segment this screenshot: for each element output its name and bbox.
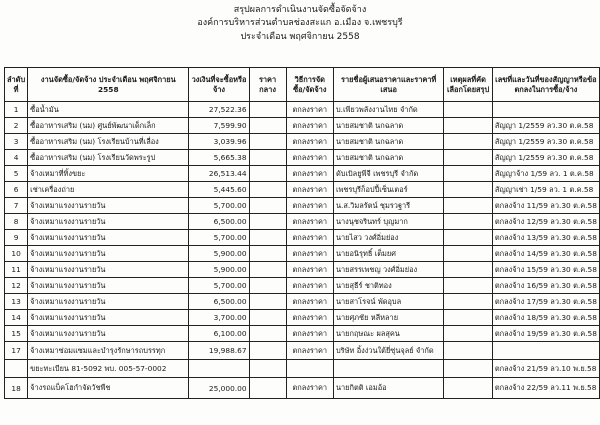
row-reason (444, 294, 492, 310)
header-median-price: ราคากลาง (249, 68, 286, 102)
row-reason (444, 118, 492, 134)
row-vendor: นายสุธีร์ ชาติทอง (333, 278, 443, 294)
row-item: จ้างเหมาที่ทิ้งขยะ (28, 166, 189, 182)
row-reason (444, 326, 492, 342)
row-item: จ้างเหมาแรงงานรายวัน (28, 230, 189, 246)
table-row (5, 198, 600, 214)
row-vendor: ดับเบิลยูพีจี เพชรบุรี จำกัด (333, 166, 443, 182)
row-item: ซื้ออาหารเสริม (นม) โรงเรียนวัดพระรูป (28, 150, 189, 166)
row-method: ตกลงราคา (286, 326, 333, 342)
row-method: ตกลงราคา (286, 182, 333, 198)
row-contract: ตกลงจ้าง 12/59 ลว.30 ต.ค.58 (492, 214, 599, 230)
row-median (249, 262, 286, 278)
row-reason (444, 310, 492, 326)
row-median (249, 198, 286, 214)
row-no: 5 (5, 166, 28, 182)
row-reason (444, 230, 492, 246)
row-reason (444, 102, 492, 118)
row-method: ตกลงราคา (286, 230, 333, 246)
row-amount: 5,900.00 (189, 262, 249, 278)
header-work: งานจัดซื้อ/จัดจ้าง ประจำเดือน พฤศจิกายน 2558 (28, 68, 189, 102)
row-item: จ้างเหมาแรงงานรายวัน (28, 326, 189, 342)
row-method: ตกลงราคา (286, 262, 333, 278)
row-median (249, 378, 286, 399)
row-item: จ้างเหมาแรงงานรายวัน (28, 294, 189, 310)
row-no (5, 360, 28, 378)
row-contract (492, 102, 599, 118)
row-amount (189, 360, 249, 378)
procurement-table (4, 67, 600, 399)
row-contract: ตกลงจ้าง 16/59 ลว.30 ต.ค.58 (492, 278, 599, 294)
row-no: 12 (5, 278, 28, 294)
row-contract: สัญญา 1/2559 ลว.30 ต.ค.58 (492, 134, 599, 150)
row-median (249, 278, 286, 294)
row-item: จ้างเหมาแรงงานรายวัน (28, 262, 189, 278)
table-row (5, 134, 600, 150)
row-reason (444, 182, 492, 198)
row-amount: 3,039.96 (189, 134, 249, 150)
row-median (249, 214, 286, 230)
row-amount: 27,522.36 (189, 102, 249, 118)
row-no: 8 (5, 214, 28, 230)
row-no: 11 (5, 262, 28, 278)
row-amount: 26,513.44 (189, 166, 249, 182)
table-row (5, 262, 600, 278)
row-no: 1 (5, 102, 28, 118)
row-method: ตกลงราคา (286, 294, 333, 310)
row-amount: 7,599.90 (189, 118, 249, 134)
table-row (5, 378, 600, 399)
row-item: จ้างเหมาแรงงานรายวัน (28, 278, 189, 294)
row-contract: สัญญา 1/2559 ลว.30 ต.ค.58 (492, 150, 599, 166)
row-no: 3 (5, 134, 28, 150)
table-row-continuation (5, 360, 600, 378)
row-vendor: บ.เพียวพลังงานไทย จำกัด (333, 102, 443, 118)
row-no: 9 (5, 230, 28, 246)
table-row (5, 166, 600, 182)
row-vendor: นายศุภชัย หลีหลาย (333, 310, 443, 326)
row-median (249, 294, 286, 310)
row-contract: ตกลงจ้าง 14/59 ลว.30 ต.ค.58 (492, 246, 599, 262)
table-row (5, 310, 600, 326)
row-item: จ้างเหมาแรงงานรายวัน (28, 310, 189, 326)
table-row (5, 182, 600, 198)
row-no: 17 (5, 342, 28, 360)
row-method: ตกลงราคา (286, 134, 333, 150)
table-row (5, 342, 600, 360)
table-row (5, 294, 600, 310)
row-reason (444, 262, 492, 278)
row-contract: สัญญา 1/2559 ลว.30 ต.ค.58 (492, 118, 599, 134)
row-amount: 5,700.00 (189, 198, 249, 214)
row-method: ตกลงราคา (286, 378, 333, 399)
row-median (249, 360, 286, 378)
row-method: ตกลงราคา (286, 246, 333, 262)
row-contract: ตกลงจ้าง 13/59 ลว.30 ต.ค.58 (492, 230, 599, 246)
table-row (5, 326, 600, 342)
header-reason: เหตุผลที่คัดเลือกโดยสรุป (444, 68, 492, 102)
row-item: เช่าเครื่องถ่าย (28, 182, 189, 198)
row-reason (444, 342, 492, 360)
organization-name: องค์การบริหารส่วนตำบลช่องสะแก อ.เมือง จ.เพชรบุรี (197, 18, 403, 28)
header-method: วิธีการจัดซื้อ/จัดจ้าง (286, 68, 333, 102)
row-vendor: นายไสว วงศ์อิ่มย่อง (333, 230, 443, 246)
table-row (5, 246, 600, 262)
row-vendor: นายสมชาติ นกฉลาด (333, 134, 443, 150)
row-contract: ตกลงจ้าง 21/59 ลว.10 พ.ย.58 (492, 360, 599, 378)
header-no: ลำดับที่ (5, 68, 28, 102)
row-median (249, 230, 286, 246)
row-median (249, 246, 286, 262)
row-item: จ้างรถแบ็คโฮกำจัดวัชพืช (28, 378, 189, 399)
row-reason (444, 166, 492, 182)
row-no: 15 (5, 326, 28, 342)
row-vendor: นางนุชจรินทร์ บุญมาก (333, 214, 443, 230)
row-vendor (333, 360, 443, 378)
row-contract (492, 342, 599, 360)
row-method: ตกลงราคา (286, 118, 333, 134)
row-median (249, 118, 286, 134)
row-reason (444, 198, 492, 214)
row-median (249, 102, 286, 118)
row-method: ตกลงราคา (286, 102, 333, 118)
row-method: ตกลงราคา (286, 198, 333, 214)
row-no: 2 (5, 118, 28, 134)
row-reason (444, 134, 492, 150)
row-amount: 5,700.00 (189, 278, 249, 294)
row-method: ตกลงราคา (286, 214, 333, 230)
table-row (5, 278, 600, 294)
row-item: จ้างเหมาซ่อมแซมและบำรุงรักษารถบรรทุก (28, 342, 189, 360)
row-no: 18 (5, 378, 28, 399)
row-item: จ้างเหมาแรงงานรายวัน (28, 214, 189, 230)
row-contract: ตกลงจ้าง 17/59 ลว.30 ต.ค.58 (492, 294, 599, 310)
row-item: ซื้ออาหารเสริม (นม) โรงเรียนบ้านที่เลื่อง (28, 134, 189, 150)
row-amount: 5,700.00 (189, 230, 249, 246)
row-no: 6 (5, 182, 28, 198)
row-vendor: นายอนิรุทธิ์ เต็มยศ (333, 246, 443, 262)
header-bidders: รายชื่อผู้เสนอราคาและราคาที่เสนอ (333, 68, 443, 102)
row-amount: 19,988.67 (189, 342, 249, 360)
row-vendor: นายสมชาติ นกฉลาด (333, 118, 443, 134)
row-reason (444, 378, 492, 399)
row-amount: 5,900.00 (189, 246, 249, 262)
row-amount: 5,445.60 (189, 182, 249, 198)
row-vendor: นายกฤษณะ ผลสุคน (333, 326, 443, 342)
row-item: จ้างเหมาแรงงานรายวัน (28, 198, 189, 214)
row-contract: ตกลงจ้าง 18/59 ลว.30 ต.ค.58 (492, 310, 599, 326)
row-median (249, 134, 286, 150)
table-row (5, 150, 600, 166)
row-no: 13 (5, 294, 28, 310)
row-reason (444, 246, 492, 262)
row-amount: 6,100.00 (189, 326, 249, 342)
row-contract: ตกลงจ้าง 19/59 ลว.30 ต.ค.58 (492, 326, 599, 342)
row-median (249, 342, 286, 360)
row-median (249, 166, 286, 182)
table-row (5, 102, 600, 118)
table-header-row (5, 68, 600, 102)
row-median (249, 326, 286, 342)
row-median (249, 150, 286, 166)
row-method: ตกลงราคา (286, 342, 333, 360)
row-contract: ตกลงจ้าง 22/59 ลว.11 พ.ย.58 (492, 378, 599, 399)
row-no: 7 (5, 198, 28, 214)
row-item: ซื้ออาหารเสริม (นม) ศูนย์พัฒนาเด็กเล็ก (28, 118, 189, 134)
row-no: 14 (5, 310, 28, 326)
row-vendor: นายสรรเพชญ วงศ์อิ่มย่อง (333, 262, 443, 278)
row-no: 10 (5, 246, 28, 262)
row-method: ตกลงราคา (286, 278, 333, 294)
table-row (5, 214, 600, 230)
row-reason (444, 150, 492, 166)
row-item-line2: ขยะทะเบียน 81-5092 พบ. 005-57-0002 (28, 360, 189, 378)
row-amount: 6,500.00 (189, 294, 249, 310)
row-vendor: เพชรบุรีก็อปปี้เซ็นเตอร์ (333, 182, 443, 198)
row-amount: 6,500.00 (189, 214, 249, 230)
row-contract: สัญญาเช่า 1/59 ลว. 1 ต.ค.58 (492, 182, 599, 198)
row-vendor: นายสาโรจน์ พัดอุบล (333, 294, 443, 310)
row-item: ซื้อน้ำมัน (28, 102, 189, 118)
row-no: 4 (5, 150, 28, 166)
report-title: สรุปผลการดำเนินงานจัดซื้อจัดจ้าง (233, 5, 367, 15)
row-contract: ตกลงจ้าง 15/59 ลว.30 ต.ค.58 (492, 262, 599, 278)
row-vendor: นายกิตติ เอมอ้อ (333, 378, 443, 399)
row-contract: ตกลงจ้าง 11/59 ลว.30 ต.ค.58 (492, 198, 599, 214)
row-median (249, 182, 286, 198)
table-row (5, 118, 600, 134)
row-vendor: นายสมชาติ นกฉลาด (333, 150, 443, 166)
row-method: ตกลงราคา (286, 166, 333, 182)
row-reason (444, 214, 492, 230)
row-item: จ้างเหมาแรงงานรายวัน (28, 246, 189, 262)
row-contract: สัญญาจ้าง 1/59 ลว. 1 ต.ค.58 (492, 166, 599, 182)
row-method: ตกลงราคา (286, 150, 333, 166)
row-amount: 3,700.00 (189, 310, 249, 326)
header-budget: วงเงินที่จะซื้อหรือจ้าง (189, 68, 249, 102)
row-amount: 5,665.38 (189, 150, 249, 166)
row-vendor: น.ส.วิมลรัตน์ ชุมรวฐารี (333, 198, 443, 214)
row-vendor: บริษัท อิ้งง่วนใต้ยี่ซุ่นจุลย์ จำกัด (333, 342, 443, 360)
row-method (286, 360, 333, 378)
row-reason (444, 278, 492, 294)
row-method: ตกลงราคา (286, 310, 333, 326)
row-reason (444, 360, 492, 378)
row-median (249, 310, 286, 326)
table-row (5, 230, 600, 246)
header-contract: เลขที่และวันที่ของสัญญาหรือข้อตกลงในการซื้อ/จ้าง (492, 68, 599, 102)
row-amount: 25,000.00 (189, 378, 249, 399)
report-period: ประจำเดือน พฤศจิกายน 2558 (240, 32, 360, 42)
